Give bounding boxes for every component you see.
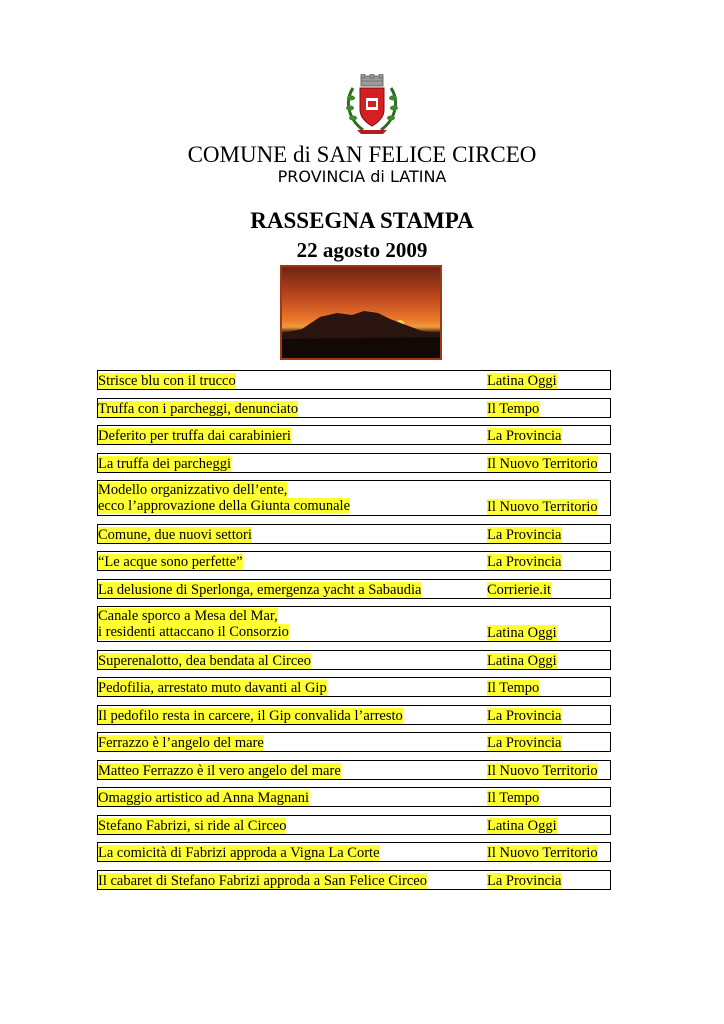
article-source: Il Nuovo Territorio	[487, 762, 598, 779]
article-source: Il Nuovo Territorio	[487, 845, 598, 861]
article-title	[98, 554, 243, 570]
article-title-line: Stefano Fabrizi, si ride al Circeo	[98, 817, 287, 834]
article-title	[98, 845, 380, 861]
article-source: La Provincia	[487, 735, 562, 751]
article-title	[98, 482, 350, 514]
article-title	[98, 373, 236, 389]
municipal-crest-icon	[343, 74, 401, 136]
article-row	[97, 815, 611, 835]
article-title-line: Canale sporco a Mesa del Mar,	[98, 608, 278, 624]
article-title-line: “Le acque sono perfette”	[98, 554, 243, 570]
article-title	[98, 763, 341, 779]
article-title-line: Pedofilia, arrestato muto davanti al Gip	[98, 680, 327, 696]
article-row	[97, 677, 611, 697]
article-source: La Provincia	[487, 707, 562, 724]
article-row	[97, 579, 611, 599]
article-title-line: La comicità di Fabrizi approda a Vigna La Corte	[98, 845, 380, 861]
article-title-line: ecco l’approvazione della Giunta comunale	[98, 498, 351, 514]
article-title	[98, 428, 291, 444]
article-title	[98, 680, 327, 696]
sunset-photo	[280, 265, 442, 360]
article-row	[97, 551, 611, 571]
article-title	[98, 456, 231, 472]
article-title	[98, 818, 286, 834]
article-source: La Provincia	[487, 872, 562, 889]
province-name: PROVINCIA di LATINA	[277, 167, 447, 186]
article-source: La Provincia	[487, 428, 562, 444]
document-date: 22 agosto 2009	[296, 238, 428, 262]
article-title-line: Comune, due nuovi settori	[98, 526, 252, 543]
article-title-line: Modello organizzativo dell’ente,	[98, 482, 288, 498]
article-source: Il Tempo	[487, 790, 540, 806]
article-title	[98, 735, 264, 751]
article-source: La Provincia	[487, 554, 562, 570]
article-source: Latina Oggi	[487, 652, 557, 669]
article-title-line: i residenti attaccano il Consorzio	[98, 624, 289, 640]
article-row	[97, 453, 611, 473]
article-row	[97, 760, 611, 780]
article-source: Il Nuovo Territorio	[487, 455, 598, 472]
article-title-line: Il cabaret di Stefano Fabrizi approda a San Felice Circeo	[98, 872, 427, 889]
article-title	[98, 653, 311, 669]
article-source: La Provincia	[487, 526, 562, 543]
article-title	[98, 582, 421, 598]
article-row	[97, 425, 611, 445]
article-title-line: Truffa con i parcheggi, denunciato	[98, 400, 299, 417]
article-row	[97, 787, 611, 807]
document-title: RASSEGNA STAMPA	[250, 208, 474, 233]
article-source: Latina Oggi	[487, 625, 557, 641]
article-row	[97, 524, 611, 544]
article-source: Il Nuovo Territorio	[487, 499, 598, 515]
press-review-list	[97, 370, 611, 897]
article-row	[97, 370, 611, 390]
article-title-line: Omaggio artistico ad Anna Magnani	[98, 790, 310, 806]
article-row	[97, 732, 611, 752]
article-title	[98, 401, 298, 417]
article-title-line: Superenalotto, dea bendata al Circeo	[98, 652, 311, 669]
article-title-line: Ferrazzo è l’angelo del mare	[98, 735, 264, 751]
article-row	[97, 480, 611, 516]
article-source: Il Tempo	[487, 400, 540, 417]
article-title	[98, 708, 403, 724]
municipality-name: COMUNE di SAN FELICE CIRCEO	[187, 142, 537, 167]
article-title-line: Il pedofilo resta in carcere, il Gip convalida l’arresto	[98, 707, 403, 724]
article-row	[97, 606, 611, 642]
article-source: Il Tempo	[487, 680, 540, 696]
article-row	[97, 398, 611, 418]
article-title	[98, 790, 309, 806]
article-title-line: Matteo Ferrazzo è il vero angelo del mare	[98, 762, 341, 779]
article-source: Latina Oggi	[487, 817, 557, 834]
article-title-line: La delusione di Sperlonga, emergenza yacht a Sabaudia	[98, 581, 422, 598]
article-row	[97, 705, 611, 725]
article-title-line: La truffa dei parcheggi	[98, 455, 231, 472]
article-source: Latina Oggi	[487, 373, 557, 389]
article-source: Corrierie.it	[487, 581, 552, 598]
article-title	[98, 873, 427, 889]
article-title	[98, 608, 289, 640]
article-row	[97, 650, 611, 670]
article-row	[97, 842, 611, 862]
article-row	[97, 870, 611, 890]
article-title-line: Deferito per truffa dai carabinieri	[98, 428, 291, 444]
article-title-line: Strisce blu con il trucco	[98, 373, 236, 389]
article-title	[98, 527, 252, 543]
